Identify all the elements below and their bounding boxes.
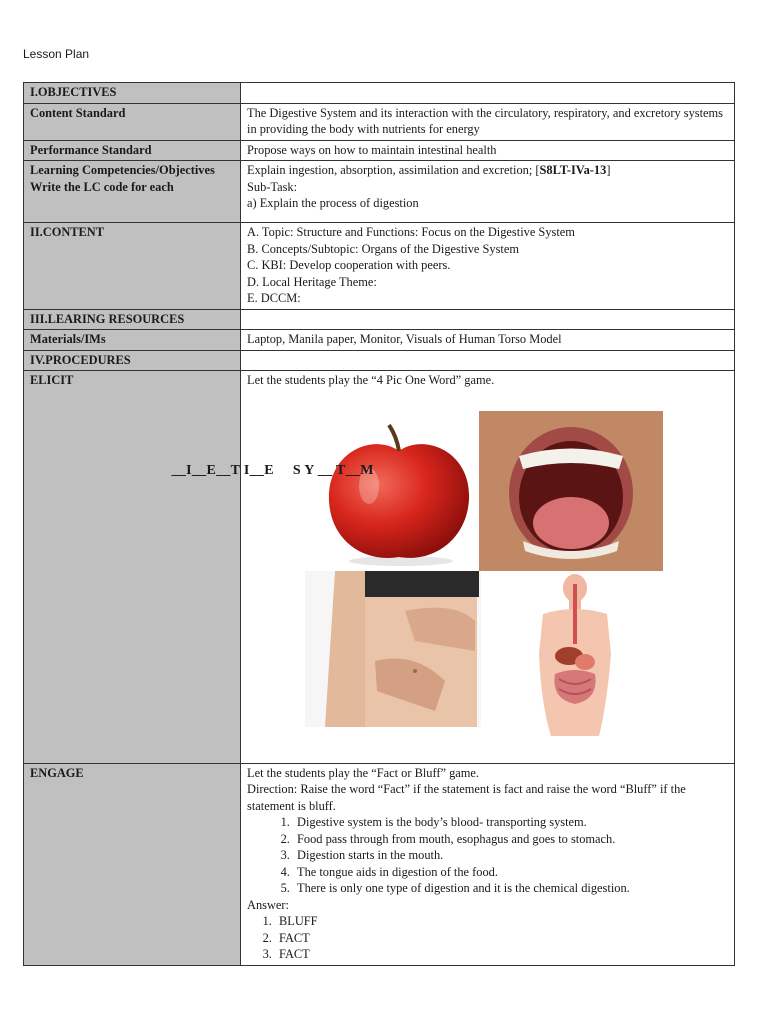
- table-row: [24, 103, 735, 140]
- lc-line-end: ]: [606, 163, 611, 177]
- apple-image: [319, 411, 479, 569]
- content-heading: II.CONTENT: [24, 223, 241, 310]
- table-row: [24, 140, 735, 161]
- list-item: 5. There is only one type of digestion and it is the chemical digestion.: [293, 880, 728, 897]
- puzzle-word: __I__E__T I__E S Y __ T__M: [171, 462, 374, 478]
- table-row: [24, 83, 735, 104]
- table-row: [24, 330, 735, 351]
- content-standard-text: The Digestive System and its interaction with the circulatory, respiratory, and excretory systems in providing the body with nutrients for energy: [241, 103, 735, 140]
- content-standard-label: Content Standard: [24, 103, 241, 140]
- answers-list: [247, 913, 728, 963]
- table-row: [24, 223, 735, 310]
- content-item: E. DCCM:: [247, 291, 301, 305]
- content-item: A. Topic: Structure and Functions: Focus on the Digestive System: [247, 225, 575, 239]
- list-item: 2. Food pass through from mouth, esophagus and goes to stomach.: [293, 831, 728, 848]
- engage-direction: Direction: Raise the word “Fact” if the statement is fact and raise the word “Bluff” if the statement is bluff.: [247, 782, 686, 813]
- learning-competencies-label: Learning Competencies/Objectives Write the LC code for each: [24, 161, 241, 223]
- content-item: B. Concepts/Subtopic: Organs of the Digestive System: [247, 241, 520, 256]
- list-item: 2. FACT: [275, 930, 728, 947]
- performance-standard-label: Performance Standard: [24, 140, 241, 161]
- answer-label: Answer:: [247, 897, 289, 912]
- engage-label: ENGAGE: [24, 763, 241, 965]
- elicit-cell: [171, 371, 735, 764]
- list-item: 4. The tongue aids in digestion of the food.: [293, 864, 728, 881]
- lc-code: S8LT-IVa-13: [539, 163, 607, 177]
- table-row: [24, 763, 735, 965]
- resources-value: [241, 309, 735, 330]
- objectives-heading: I.OBJECTIVES: [24, 83, 241, 104]
- lesson-plan-table: [23, 82, 735, 966]
- digestive-system-image: [527, 574, 623, 736]
- list-item: 1. Digestive system is the body’s blood- transporting system.: [293, 814, 728, 831]
- table-row: [24, 350, 735, 371]
- table-row: [24, 309, 735, 330]
- four-pics-grid: [247, 389, 728, 749]
- lc-line: Explain ingestion, absorption, assimilation and excretion; [: [247, 163, 540, 177]
- procedures-heading: IV.PROCEDURES: [24, 350, 241, 371]
- objectives-value: [241, 83, 735, 104]
- document-title: Lesson Plan: [23, 47, 90, 61]
- table-row: [24, 371, 735, 764]
- list-item: 3. FACT: [275, 946, 728, 963]
- belly-image: [305, 571, 481, 727]
- subtask-label: Sub-Task:: [247, 179, 298, 194]
- list-item: 1. BLUFF: [275, 913, 728, 930]
- open-mouth-image: [479, 411, 663, 571]
- content-item: D. Local Heritage Theme:: [247, 274, 377, 289]
- procedures-value: [241, 350, 735, 371]
- learning-competencies-text: [241, 161, 735, 223]
- table-row: [24, 161, 735, 223]
- content-item: C. KBI: Develop cooperation with peers.: [247, 258, 451, 272]
- elicit-instructions: Let the students play the “4 Pic One Word” game.: [247, 373, 495, 387]
- engage-intro: Let the students play the “Fact or Bluff” game.: [247, 765, 480, 780]
- statements-list: [247, 814, 728, 897]
- engage-cell: [241, 763, 735, 965]
- list-item: 3. Digestion starts in the mouth.: [293, 847, 728, 864]
- subtask-text: a) Explain the process of digestion: [247, 196, 419, 210]
- elicit-label: ELICIT: [24, 371, 241, 764]
- content-list: [241, 223, 735, 310]
- resources-heading: III.LEARING RESOURCES: [24, 309, 241, 330]
- materials-label: Materials/IMs: [24, 330, 241, 351]
- materials-text: Laptop, Manila paper, Monitor, Visuals of Human Torso Model: [241, 330, 735, 351]
- performance-standard-text: Propose ways on how to maintain intestinal health: [241, 140, 735, 161]
